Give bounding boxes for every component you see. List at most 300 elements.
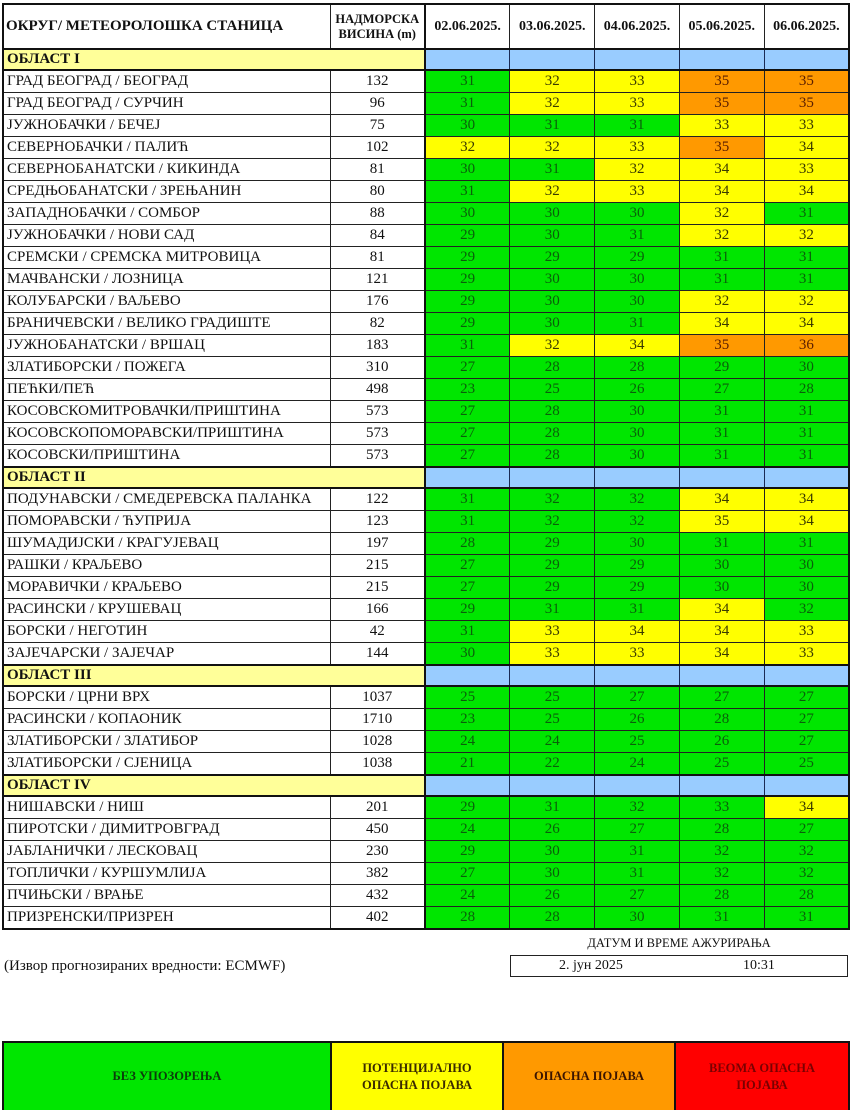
temperature-cell: 28 bbox=[679, 819, 764, 841]
temperature-cell: 32 bbox=[679, 291, 764, 313]
station-altitude: 81 bbox=[330, 159, 425, 181]
station-name: РАСИНСКИ / КОПАОНИК bbox=[3, 709, 330, 731]
temperature-cell: 30 bbox=[595, 445, 680, 468]
table-row bbox=[3, 907, 849, 930]
warning-legend bbox=[2, 1041, 850, 1110]
temperature-cell: 31 bbox=[679, 907, 764, 930]
table-row bbox=[3, 137, 849, 159]
temperature-cell: 28 bbox=[764, 379, 849, 401]
temperature-cell: 32 bbox=[510, 181, 595, 203]
table-row bbox=[3, 686, 849, 709]
temperature-cell: 27 bbox=[764, 686, 849, 709]
temperature-cell: 28 bbox=[425, 533, 510, 555]
temperature-cell: 29 bbox=[425, 225, 510, 247]
station-altitude: 1710 bbox=[330, 709, 425, 731]
station-name: ПИРОТСКИ / ДИМИТРОВГРАД bbox=[3, 819, 330, 841]
station-altitude: 573 bbox=[330, 423, 425, 445]
temperature-cell: 30 bbox=[595, 401, 680, 423]
region-day-cell bbox=[764, 467, 849, 488]
station-name: КОСОВСКОМИТРОВАЧКИ/ПРИШТИНА bbox=[3, 401, 330, 423]
station-altitude: 81 bbox=[330, 247, 425, 269]
legend-label: БЕЗ УПОЗОРЕЊА bbox=[112, 1069, 222, 1083]
station-altitude: 80 bbox=[330, 181, 425, 203]
date-column-header: 02.06.2025. bbox=[425, 4, 510, 49]
temperature-cell: 31 bbox=[595, 115, 680, 137]
temperature-cell: 35 bbox=[679, 93, 764, 115]
legend-item-yellow bbox=[332, 1043, 504, 1110]
temperature-cell: 31 bbox=[425, 93, 510, 115]
temperature-cell: 27 bbox=[764, 731, 849, 753]
temperature-cell: 32 bbox=[425, 137, 510, 159]
temperature-cell: 30 bbox=[595, 203, 680, 225]
temperature-cell: 27 bbox=[679, 686, 764, 709]
temperature-cell: 23 bbox=[425, 379, 510, 401]
table-row bbox=[3, 863, 849, 885]
temperature-cell: 26 bbox=[595, 379, 680, 401]
station-altitude: 432 bbox=[330, 885, 425, 907]
temperature-cell: 26 bbox=[679, 731, 764, 753]
table-row bbox=[3, 841, 849, 863]
temperature-cell: 35 bbox=[764, 70, 849, 93]
temperature-cell: 30 bbox=[764, 357, 849, 379]
station-name: ПЕЋКИ/ПЕЋ bbox=[3, 379, 330, 401]
temperature-cell: 29 bbox=[595, 555, 680, 577]
temperature-cell: 30 bbox=[679, 577, 764, 599]
table-row bbox=[3, 313, 849, 335]
legend-label: ОПАСНА ПОЈАВА bbox=[533, 1069, 645, 1083]
station-name: ПОДУНАВСКИ / СМЕДЕРЕВСКА ПАЛАНКА bbox=[3, 488, 330, 511]
station-name: МОРАВИЧКИ / КРАЉЕВО bbox=[3, 577, 330, 599]
temperature-cell: 29 bbox=[425, 313, 510, 335]
temperature-cell: 33 bbox=[510, 643, 595, 666]
temperature-cell: 29 bbox=[425, 247, 510, 269]
temperature-cell: 33 bbox=[764, 621, 849, 643]
temperature-cell: 31 bbox=[764, 445, 849, 468]
date-column-header: 03.06.2025. bbox=[510, 4, 595, 49]
temperature-cell: 32 bbox=[679, 203, 764, 225]
table-row bbox=[3, 401, 849, 423]
station-name: СЕВЕРНОБАНАТСКИ / КИКИНДА bbox=[3, 159, 330, 181]
temperature-cell: 29 bbox=[595, 577, 680, 599]
station-name: ПЧИЊСКИ / ВРАЊЕ bbox=[3, 885, 330, 907]
station-name: ГРАД БЕОГРАД / СУРЧИН bbox=[3, 93, 330, 115]
temperature-cell: 35 bbox=[679, 137, 764, 159]
table-row bbox=[3, 731, 849, 753]
temperature-cell: 32 bbox=[510, 511, 595, 533]
temperature-cell: 27 bbox=[425, 423, 510, 445]
temperature-cell: 31 bbox=[425, 488, 510, 511]
temperature-cell: 28 bbox=[510, 907, 595, 930]
temperature-cell: 34 bbox=[764, 313, 849, 335]
temperature-cell: 30 bbox=[595, 269, 680, 291]
station-altitude: 75 bbox=[330, 115, 425, 137]
table-row bbox=[3, 511, 849, 533]
temperature-cell: 29 bbox=[595, 247, 680, 269]
temperature-cell: 33 bbox=[679, 796, 764, 819]
temperature-cell: 24 bbox=[595, 753, 680, 776]
table-row bbox=[3, 335, 849, 357]
temperature-cell: 32 bbox=[595, 488, 680, 511]
temperature-cell: 25 bbox=[510, 709, 595, 731]
temperature-cell: 30 bbox=[510, 291, 595, 313]
temperature-cell: 26 bbox=[510, 819, 595, 841]
temperature-cell: 30 bbox=[595, 423, 680, 445]
station-name: ЈУЖНОБАЧКИ / НОВИ САД bbox=[3, 225, 330, 247]
region-label-fill bbox=[330, 665, 425, 686]
temperature-cell: 34 bbox=[764, 137, 849, 159]
station-name: НИШАВСКИ / НИШ bbox=[3, 796, 330, 819]
temperature-cell: 33 bbox=[764, 643, 849, 666]
temperature-cell: 31 bbox=[764, 269, 849, 291]
temperature-cell: 31 bbox=[595, 841, 680, 863]
station-name: ГРАД БЕОГРАД / БЕОГРАД bbox=[3, 70, 330, 93]
update-date: 2. јун 2025 bbox=[559, 958, 623, 973]
temperature-cell: 31 bbox=[679, 533, 764, 555]
temperature-cell: 32 bbox=[679, 841, 764, 863]
station-altitude: 166 bbox=[330, 599, 425, 621]
temperature-cell: 31 bbox=[764, 247, 849, 269]
region-day-cell bbox=[425, 665, 510, 686]
temperature-cell: 25 bbox=[679, 753, 764, 776]
station-name: ЗЛАТИБОРСКИ / ЗЛАТИБОР bbox=[3, 731, 330, 753]
table-row bbox=[3, 247, 849, 269]
temperature-cell: 33 bbox=[595, 137, 680, 159]
table-row bbox=[3, 379, 849, 401]
station-altitude: 132 bbox=[330, 70, 425, 93]
station-name: КОСОВСКОПОМОРАВСКИ/ПРИШТИНА bbox=[3, 423, 330, 445]
temperature-cell: 31 bbox=[510, 115, 595, 137]
temperature-cell: 28 bbox=[679, 709, 764, 731]
temperature-cell: 30 bbox=[425, 115, 510, 137]
station-altitude: 121 bbox=[330, 269, 425, 291]
temperature-cell: 33 bbox=[510, 621, 595, 643]
temperature-cell: 33 bbox=[595, 643, 680, 666]
station-name: РАСИНСКИ / КРУШЕВАЦ bbox=[3, 599, 330, 621]
temperature-cell: 25 bbox=[510, 379, 595, 401]
temperature-cell: 26 bbox=[510, 885, 595, 907]
table-row bbox=[3, 753, 849, 776]
temperature-cell: 31 bbox=[425, 511, 510, 533]
altitude-header-line2: ВИСИНА (m) bbox=[338, 26, 416, 41]
temperature-cell: 27 bbox=[764, 819, 849, 841]
region-day-cell bbox=[510, 467, 595, 488]
legend-label: ПОТЕНЦИЈАЛНО bbox=[362, 1060, 472, 1075]
region-header-row bbox=[3, 49, 849, 70]
region-day-cell bbox=[764, 665, 849, 686]
legend-item-green bbox=[4, 1043, 332, 1110]
temperature-cell: 36 bbox=[764, 335, 849, 357]
region-header-row bbox=[3, 775, 849, 796]
temperature-cell: 34 bbox=[764, 511, 849, 533]
temperature-cell: 23 bbox=[425, 709, 510, 731]
legend-label: ПОЈАВА bbox=[736, 1077, 788, 1092]
station-name: КОЛУБАРСКИ / ВАЉЕВО bbox=[3, 291, 330, 313]
temperature-cell: 35 bbox=[764, 93, 849, 115]
temperature-cell: 32 bbox=[764, 863, 849, 885]
table-row bbox=[3, 445, 849, 468]
legend-label: ОПАСНА ПОЈАВА bbox=[361, 1077, 473, 1092]
table-row bbox=[3, 203, 849, 225]
temperature-cell: 33 bbox=[595, 93, 680, 115]
table-row bbox=[3, 159, 849, 181]
station-altitude: 215 bbox=[330, 555, 425, 577]
station-name: БРАНИЧЕВСКИ / ВЕЛИКО ГРАДИШТЕ bbox=[3, 313, 330, 335]
temperature-cell: 29 bbox=[425, 796, 510, 819]
station-altitude: 1037 bbox=[330, 686, 425, 709]
table-row bbox=[3, 555, 849, 577]
station-name: СРЕДЊОБАНАТСКИ / ЗРЕЊАНИН bbox=[3, 181, 330, 203]
temperature-cell: 31 bbox=[679, 445, 764, 468]
temperature-cell: 30 bbox=[425, 159, 510, 181]
temperature-cell: 34 bbox=[679, 488, 764, 511]
temperature-cell: 34 bbox=[679, 313, 764, 335]
temperature-cell: 30 bbox=[595, 907, 680, 930]
temperature-cell: 33 bbox=[595, 181, 680, 203]
temperature-cell: 31 bbox=[679, 401, 764, 423]
temperature-cell: 33 bbox=[679, 115, 764, 137]
station-altitude: 215 bbox=[330, 577, 425, 599]
temperature-cell: 32 bbox=[510, 335, 595, 357]
station-altitude: 88 bbox=[330, 203, 425, 225]
temperature-cell: 30 bbox=[764, 577, 849, 599]
temperature-cell: 29 bbox=[425, 841, 510, 863]
update-datetime-box bbox=[510, 955, 848, 977]
temperature-cell: 31 bbox=[425, 335, 510, 357]
station-altitude: 382 bbox=[330, 863, 425, 885]
temperature-cell: 27 bbox=[595, 686, 680, 709]
temperature-cell: 30 bbox=[595, 533, 680, 555]
station-altitude: 122 bbox=[330, 488, 425, 511]
temperature-cell: 29 bbox=[425, 269, 510, 291]
temperature-cell: 29 bbox=[679, 357, 764, 379]
temperature-cell: 30 bbox=[595, 291, 680, 313]
station-column-header: ОКРУГ/ МЕТЕОРОЛОШКА СТАНИЦА bbox=[3, 4, 330, 49]
temperature-cell: 31 bbox=[679, 423, 764, 445]
table-row bbox=[3, 93, 849, 115]
region-day-cell bbox=[595, 467, 680, 488]
table-body bbox=[3, 49, 849, 929]
table-row bbox=[3, 357, 849, 379]
temperature-cell: 27 bbox=[425, 357, 510, 379]
temperature-cell: 24 bbox=[510, 731, 595, 753]
temperature-cell: 26 bbox=[595, 709, 680, 731]
temperature-cell: 31 bbox=[764, 423, 849, 445]
temperature-cell: 30 bbox=[764, 555, 849, 577]
station-name: ЈУЖНОБАНАТСКИ / ВРШАЦ bbox=[3, 335, 330, 357]
temperature-cell: 27 bbox=[764, 709, 849, 731]
region-day-cell bbox=[510, 775, 595, 796]
temperature-cell: 27 bbox=[425, 863, 510, 885]
temperature-cell: 24 bbox=[425, 731, 510, 753]
station-name: ПОМОРАВСКИ / ЋУПРИЈА bbox=[3, 511, 330, 533]
station-altitude: 176 bbox=[330, 291, 425, 313]
temperature-cell: 33 bbox=[764, 159, 849, 181]
region-label-fill bbox=[330, 467, 425, 488]
temperature-cell: 29 bbox=[425, 599, 510, 621]
temperature-cell: 31 bbox=[679, 247, 764, 269]
region-label: ОБЛАСТ II bbox=[3, 467, 330, 488]
temperature-cell: 34 bbox=[679, 599, 764, 621]
temperature-cell: 31 bbox=[510, 599, 595, 621]
station-name: КОСОВСКИ/ПРИШТИНА bbox=[3, 445, 330, 468]
region-day-cell bbox=[679, 665, 764, 686]
update-time: 10:31 bbox=[743, 958, 775, 973]
temperature-cell: 34 bbox=[595, 335, 680, 357]
temperature-cell: 31 bbox=[595, 225, 680, 247]
region-day-cell bbox=[425, 775, 510, 796]
table-row bbox=[3, 70, 849, 93]
station-altitude: 450 bbox=[330, 819, 425, 841]
temperature-cell: 32 bbox=[510, 137, 595, 159]
temperature-cell: 32 bbox=[595, 796, 680, 819]
temperature-cell: 31 bbox=[425, 621, 510, 643]
station-name: СРЕМСКИ / СРЕМСКА МИТРОВИЦА bbox=[3, 247, 330, 269]
temperature-cell: 27 bbox=[425, 401, 510, 423]
station-name: СЕВЕРНОБАЧКИ / ПАЛИЋ bbox=[3, 137, 330, 159]
legend-item-red bbox=[676, 1043, 848, 1110]
region-day-cell bbox=[595, 49, 680, 70]
temperature-cell: 34 bbox=[764, 796, 849, 819]
temperature-cell: 25 bbox=[595, 731, 680, 753]
temperature-cell: 31 bbox=[764, 907, 849, 930]
temperature-cell: 34 bbox=[764, 181, 849, 203]
station-altitude: 498 bbox=[330, 379, 425, 401]
temperature-cell: 25 bbox=[425, 686, 510, 709]
region-day-cell bbox=[764, 49, 849, 70]
station-altitude: 84 bbox=[330, 225, 425, 247]
temperature-cell: 32 bbox=[510, 488, 595, 511]
temperature-cell: 30 bbox=[679, 555, 764, 577]
temperature-cell: 31 bbox=[425, 181, 510, 203]
station-name: ЗАЈЕЧАРСКИ / ЗАЈЕЧАР bbox=[3, 643, 330, 666]
station-altitude: 1038 bbox=[330, 753, 425, 776]
region-day-cell bbox=[595, 775, 680, 796]
temperature-cell: 29 bbox=[510, 577, 595, 599]
legend-item-orange bbox=[504, 1043, 676, 1110]
temperature-cell: 27 bbox=[595, 819, 680, 841]
temperature-cell: 31 bbox=[510, 796, 595, 819]
temperature-cell: 29 bbox=[510, 555, 595, 577]
temperature-cell: 35 bbox=[679, 335, 764, 357]
table-row bbox=[3, 533, 849, 555]
temperature-cell: 29 bbox=[425, 291, 510, 313]
station-altitude: 82 bbox=[330, 313, 425, 335]
temperature-cell: 35 bbox=[679, 511, 764, 533]
temperature-cell: 32 bbox=[510, 70, 595, 93]
station-name: ЈУЖНОБАЧКИ / БЕЧЕЈ bbox=[3, 115, 330, 137]
table-row bbox=[3, 621, 849, 643]
region-header-row bbox=[3, 467, 849, 488]
temperature-cell: 31 bbox=[764, 401, 849, 423]
region-label: ОБЛАСТ I bbox=[3, 49, 330, 70]
altitude-column-header bbox=[330, 4, 425, 49]
station-altitude: 573 bbox=[330, 401, 425, 423]
region-day-cell bbox=[510, 49, 595, 70]
station-name: ШУМАДИЈСКИ / КРАГУЈЕВАЦ bbox=[3, 533, 330, 555]
temperature-cell: 28 bbox=[679, 885, 764, 907]
temperature-cell: 34 bbox=[679, 621, 764, 643]
region-day-cell bbox=[425, 467, 510, 488]
station-altitude: 144 bbox=[330, 643, 425, 666]
table-row bbox=[3, 488, 849, 511]
temperature-cell: 30 bbox=[510, 225, 595, 247]
temperature-cell: 30 bbox=[425, 203, 510, 225]
table-row bbox=[3, 269, 849, 291]
temperature-cell: 28 bbox=[510, 401, 595, 423]
temperature-cell: 24 bbox=[425, 819, 510, 841]
temperature-cell: 34 bbox=[679, 181, 764, 203]
table-row bbox=[3, 599, 849, 621]
table-header-row bbox=[3, 4, 849, 49]
station-altitude: 402 bbox=[330, 907, 425, 930]
station-altitude: 1028 bbox=[330, 731, 425, 753]
temperature-cell: 32 bbox=[510, 93, 595, 115]
temperature-cell: 31 bbox=[595, 863, 680, 885]
table-row bbox=[3, 885, 849, 907]
temperature-cell: 31 bbox=[679, 269, 764, 291]
station-name: МАЧВАНСКИ / ЛОЗНИЦА bbox=[3, 269, 330, 291]
temperature-cell: 30 bbox=[510, 863, 595, 885]
table-row bbox=[3, 577, 849, 599]
temperature-cell: 28 bbox=[510, 357, 595, 379]
station-name: ЗАПАДНОБАЧКИ / СОМБОР bbox=[3, 203, 330, 225]
temperature-cell: 34 bbox=[595, 621, 680, 643]
temperature-cell: 31 bbox=[510, 159, 595, 181]
table-row bbox=[3, 796, 849, 819]
temperature-cell: 30 bbox=[510, 203, 595, 225]
temperature-cell: 35 bbox=[679, 70, 764, 93]
temperature-cell: 30 bbox=[510, 313, 595, 335]
temperature-cell: 32 bbox=[595, 159, 680, 181]
temperature-cell: 34 bbox=[679, 643, 764, 666]
temperature-cell: 29 bbox=[510, 533, 595, 555]
region-day-cell bbox=[679, 467, 764, 488]
date-column-header: 05.06.2025. bbox=[679, 4, 764, 49]
temperature-cell: 27 bbox=[595, 885, 680, 907]
table-row bbox=[3, 291, 849, 313]
temperature-cell: 21 bbox=[425, 753, 510, 776]
table-row bbox=[3, 819, 849, 841]
station-altitude: 230 bbox=[330, 841, 425, 863]
temperature-cell: 30 bbox=[510, 841, 595, 863]
temperature-cell: 32 bbox=[679, 225, 764, 247]
temperature-cell: 25 bbox=[510, 686, 595, 709]
temperature-cell: 27 bbox=[425, 555, 510, 577]
station-name: БОРСКИ / ЦРНИ ВРХ bbox=[3, 686, 330, 709]
region-day-cell bbox=[679, 775, 764, 796]
temperature-cell: 32 bbox=[764, 225, 849, 247]
temperature-cell: 28 bbox=[510, 445, 595, 468]
temperature-cell: 32 bbox=[764, 291, 849, 313]
temperature-cell: 30 bbox=[510, 269, 595, 291]
temperature-cell: 31 bbox=[595, 599, 680, 621]
temperature-cell: 29 bbox=[510, 247, 595, 269]
temperature-forecast-table bbox=[2, 3, 850, 930]
region-label: ОБЛАСТ III bbox=[3, 665, 330, 686]
temperature-cell: 34 bbox=[764, 488, 849, 511]
data-source-note: (Извор прогнозираних вредности: ECMWF) bbox=[4, 958, 286, 974]
temperature-cell: 25 bbox=[764, 753, 849, 776]
region-day-cell bbox=[764, 775, 849, 796]
temperature-cell: 32 bbox=[595, 511, 680, 533]
region-day-cell bbox=[595, 665, 680, 686]
table-row bbox=[3, 181, 849, 203]
station-altitude: 102 bbox=[330, 137, 425, 159]
region-label-fill bbox=[330, 775, 425, 796]
region-header-row bbox=[3, 665, 849, 686]
station-altitude: 310 bbox=[330, 357, 425, 379]
region-day-cell bbox=[425, 49, 510, 70]
